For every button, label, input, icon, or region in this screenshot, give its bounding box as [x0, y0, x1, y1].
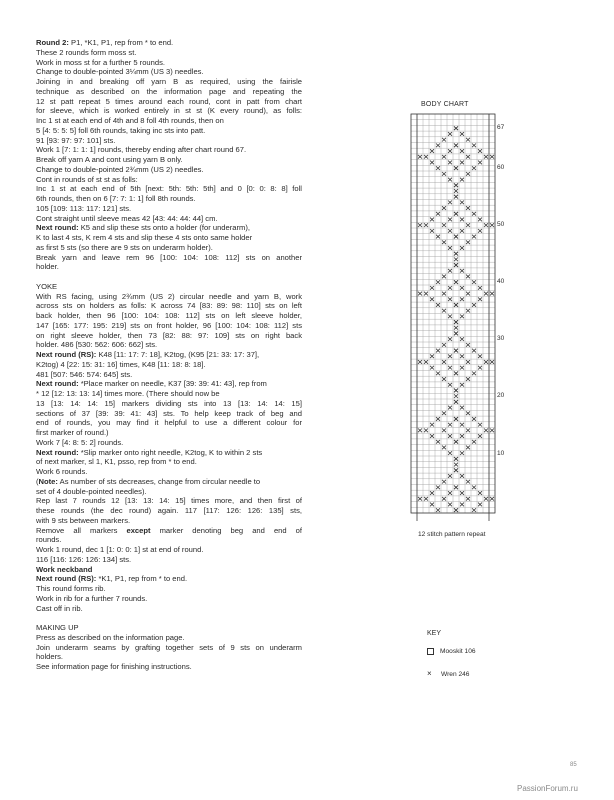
text-line: for sleeve, which is worked entirely in st st (K every round), as folls:: [36, 106, 302, 116]
cross-stitch: [454, 394, 458, 398]
text-line: (Note: As number of sts decreases, change from circular needle to: [36, 476, 261, 486]
cross-stitch: [490, 223, 494, 227]
cross-stitch: [454, 320, 458, 324]
watermark: PassionForum.ru: [517, 784, 578, 793]
text-line: Next round (RS): K48 [11: 17: 7: 18], K2tog, (K95 [21: 33: 17: 37],: [36, 350, 260, 359]
cross-stitch: [460, 229, 464, 233]
cross-stitch: [442, 292, 446, 296]
cross-stitch: [460, 491, 464, 495]
cross-stitch: [430, 297, 434, 301]
cross-stitch: [436, 235, 440, 239]
text-line: Next round: K5 and slip these sts onto a holder (for underarm),: [36, 223, 250, 233]
cross-stitch: [442, 155, 446, 159]
cross-stitch: [448, 297, 452, 301]
cross-stitch: [472, 417, 476, 421]
cross-stitch: [484, 360, 488, 364]
cross-stitch: [448, 178, 452, 182]
cross-stitch: [454, 183, 458, 187]
cross-stitch: [454, 126, 458, 130]
cross-stitch: [460, 246, 464, 250]
cross-stitch: [460, 423, 464, 427]
text-line: technique as described on the information page and repeating the: [36, 86, 302, 96]
cross-stitch: [418, 292, 422, 296]
cross-stitch: [430, 161, 434, 165]
cross-stitch: [478, 354, 482, 358]
cross-stitch: [436, 508, 440, 512]
row-label-60: 60: [497, 164, 505, 171]
cross-stitch: [484, 429, 488, 433]
key-item-mooskit: [427, 648, 476, 655]
cross-stitch: [466, 275, 470, 279]
cross-stitch: [448, 354, 452, 358]
cross-stitch: [448, 132, 452, 136]
text-line: See information page for finishing instructions.: [36, 662, 192, 671]
cross-stitch: [418, 497, 422, 501]
text-line: with 9 sts between markers.: [36, 515, 131, 525]
cross-stitch: [448, 229, 452, 233]
cross-stitch: [454, 349, 458, 353]
row-label-30: 30: [497, 335, 505, 342]
cross-stitch: [466, 429, 470, 433]
cross-stitch: [460, 383, 464, 387]
cross-stitch: [478, 434, 482, 438]
cross-stitch: [454, 417, 458, 421]
cross-stitch: [466, 497, 470, 501]
cross-stitch: [430, 149, 434, 153]
cross-stitch: [448, 503, 452, 507]
cross-stitch: [448, 451, 452, 455]
cross-stitch: [430, 218, 434, 222]
cross-stitch: [466, 292, 470, 296]
key-label-mooskit: Mooskit 106: [440, 648, 476, 655]
cross-stitch: [436, 166, 440, 170]
cross-stitch: [454, 389, 458, 393]
text-line: sections of 37 [39: 39: 41: 43] sts. To help keep track of beg and: [36, 408, 302, 418]
cross-stitch: [454, 212, 458, 216]
cross-stitch: [466, 172, 470, 176]
cross-stitch: [478, 218, 482, 222]
cross-stitch: [490, 429, 494, 433]
cross-stitch: [484, 497, 488, 501]
cross-stitch: [430, 423, 434, 427]
cross-stitch: [448, 474, 452, 478]
text-line: Change to double-pointed 3¼mm (US 3) needles.: [36, 67, 204, 77]
cross-stitch: [472, 212, 476, 216]
cross-stitch: [448, 218, 452, 222]
cross-stitch: [460, 132, 464, 136]
cross-stitch: [442, 480, 446, 484]
cross-stitch: [424, 155, 428, 159]
text-line: MAKING UP: [36, 623, 79, 632]
text-line: Inc 1 st at each end of 5th [next: 5th: 5th: 5th] and 0 [0: 0: 8: 8] foll: [36, 184, 302, 194]
cross-stitch: [484, 292, 488, 296]
cross-stitch: [448, 315, 452, 319]
cross-stitch: [430, 491, 434, 495]
cross-stitch: [478, 229, 482, 233]
text-line: K2tog) 4 [22: 15: 31: 16] times, K48 [11: 18: 8: 18].: [36, 359, 206, 369]
cross-stitch: [454, 280, 458, 284]
cross-stitch: [424, 223, 428, 227]
cross-icon: ×: [427, 669, 432, 678]
cross-stitch: [448, 246, 452, 250]
cross-stitch: [448, 286, 452, 290]
cross-stitch: [454, 457, 458, 461]
cross-stitch: [460, 178, 464, 182]
text-line: holder. 486 [530: 562: 606: 662] sts.: [36, 340, 158, 350]
text-line: Work 6 rounds.: [36, 467, 88, 476]
text-line: With RS facing, using 2¾mm (US 2) circular needle and yarn B, work: [36, 291, 302, 301]
cross-stitch: [454, 263, 458, 267]
cross-stitch: [430, 286, 434, 290]
cross-stitch: [424, 497, 428, 501]
text-line: 91 [93: 97: 97: 101] sts.: [36, 135, 116, 145]
text-line: 5 [4: 5: 5: 5] foll 6th rounds, taking inc sts into patt.: [36, 125, 206, 135]
cross-stitch: [424, 292, 428, 296]
cross-stitch: [466, 377, 470, 381]
text-line: Next round: *Slip marker onto right needle, K2tog, K to within 2 sts: [36, 447, 263, 457]
cross-stitch: [442, 411, 446, 415]
cross-stitch: [442, 497, 446, 501]
text-line: Remove all markers except marker denoting beg and end of: [36, 525, 302, 535]
cross-stitch: [460, 474, 464, 478]
cross-stitch: [454, 258, 458, 262]
cross-stitch: [448, 491, 452, 495]
cross-stitch: [478, 161, 482, 165]
cross-stitch: [442, 343, 446, 347]
text-line: * 12 [12: 13: 13: 14] times more. (There should now be: [36, 389, 220, 398]
cross-stitch: [466, 343, 470, 347]
cross-stitch: [430, 366, 434, 370]
cross-stitch: [436, 372, 440, 376]
cross-stitch: [460, 451, 464, 455]
cross-stitch: [460, 337, 464, 341]
text-line: Joining in and breaking off yarn B as required, using the fairisle: [36, 77, 302, 86]
text-line: set of 4 double-pointed needles).: [36, 486, 147, 496]
cross-stitch: [448, 406, 452, 410]
text-line: K to last 4 sts, K rem 4 sts and slip these 4 sts onto same holder: [36, 233, 253, 242]
cross-stitch: [490, 292, 494, 296]
cross-stitch: [460, 218, 464, 222]
text-line: back holder, then 96 [100: 104: 108: 112] sts on left sleeve holder,: [36, 311, 302, 320]
cross-stitch: [460, 354, 464, 358]
text-line: Inc 1 st at each end of 4th and 8 foll 4th rounds, then on: [36, 116, 224, 125]
cross-stitch: [448, 423, 452, 427]
cross-stitch: [460, 161, 464, 165]
cross-stitch: [466, 138, 470, 142]
pattern-repeat-label: 12 stitch pattern repeat: [418, 531, 486, 538]
text-line: rounds.: [36, 535, 62, 545]
cross-stitch: [484, 223, 488, 227]
text-line: Rep last 7 rounds 12 [13: 13: 14: 15] times more, and then first of: [36, 496, 302, 506]
cross-stitch: [478, 423, 482, 427]
cross-stitch: [460, 149, 464, 153]
cross-stitch: [466, 206, 470, 210]
cross-stitch: [448, 337, 452, 341]
key-title: KEY: [427, 630, 442, 637]
cross-stitch: [418, 360, 422, 364]
text-line: These 2 rounds form moss st.: [36, 47, 137, 57]
cross-stitch: [454, 468, 458, 472]
cross-stitch: [472, 508, 476, 512]
paragraph-gap: [36, 613, 302, 623]
cross-stitch: [454, 508, 458, 512]
cross-stitch: [454, 440, 458, 444]
cross-stitch: [430, 229, 434, 233]
row-label-67: 67: [497, 124, 505, 131]
square-icon: [427, 648, 434, 655]
cross-stitch: [442, 309, 446, 313]
cross-stitch: [460, 286, 464, 290]
text-line: Cont in rounds of st st as folls:: [36, 174, 138, 184]
cross-stitch: [448, 366, 452, 370]
key-item-wren: [427, 670, 469, 678]
cross-stitch: [442, 377, 446, 381]
cross-stitch: [442, 223, 446, 227]
text-line: Next round: *Place marker on needle, K37 [39: 39: 41: 43], rep from: [36, 379, 267, 389]
cross-stitch: [454, 332, 458, 336]
cross-stitch: [478, 286, 482, 290]
text-line: Work in rib for a further 7 rounds.: [36, 593, 148, 603]
cross-stitch: [460, 434, 464, 438]
text-line: across sts on holders as folls: K across 74 [83: 89: 98: 110] sts on left: [36, 301, 302, 311]
paragraph-gap: [36, 272, 302, 282]
cross-stitch: [460, 201, 464, 205]
cross-stitch: [442, 446, 446, 450]
cross-stitch: [466, 360, 470, 364]
text-line: on right sleeve holder, then 73 [82: 88: 97: 109] sts on right back: [36, 330, 302, 340]
cross-stitch: [472, 372, 476, 376]
cross-stitch: [448, 383, 452, 387]
text-line: first marker of round.): [36, 428, 109, 437]
text-line: 105 [109: 113: 117: 121] sts.: [36, 203, 132, 213]
cross-stitch: [454, 372, 458, 376]
cross-stitch: [490, 360, 494, 364]
cross-stitch: [442, 138, 446, 142]
cross-stitch: [454, 166, 458, 170]
cross-stitch: [454, 235, 458, 239]
text-line: 12 st patt repeat 5 times around each round, cont in patt from chart: [36, 96, 302, 106]
cross-stitch: [418, 223, 422, 227]
text-line: as first 5 sts (so there are 9 sts on underarm holder).: [36, 242, 213, 252]
text-line: holders.: [36, 652, 64, 662]
chart-title: BODY CHART: [421, 101, 469, 108]
cross-stitch: [424, 360, 428, 364]
cross-stitch: [454, 326, 458, 330]
text-line: 147 [165: 177: 195: 219] sts on front holder, 96 [100: 104: 108: 112] sts: [36, 320, 302, 330]
cross-stitch: [436, 440, 440, 444]
text-line: Next round (RS): *K1, P1, rep from * to end.: [36, 574, 188, 584]
cross-stitch: [466, 446, 470, 450]
cross-stitch: [466, 223, 470, 227]
text-line: Work 1 [7: 1: 1: 1] rounds, thereby ending after chart round 67.: [36, 145, 247, 155]
text-line: holder.: [36, 262, 59, 272]
cross-stitch: [466, 240, 470, 244]
cross-stitch: [472, 349, 476, 353]
cross-stitch: [472, 144, 476, 148]
cross-stitch: [472, 235, 476, 239]
cross-stitch: [454, 303, 458, 307]
text-line: 6th rounds, then on 6 [7: 7: 1: 1] foll 8th rounds.: [36, 194, 196, 203]
cross-stitch: [442, 360, 446, 364]
row-label-20: 20: [497, 392, 505, 399]
cross-stitch: [484, 155, 488, 159]
cross-stitch: [466, 155, 470, 159]
cross-stitch: [454, 252, 458, 256]
row-label-50: 50: [497, 221, 505, 228]
cross-stitch: [490, 497, 494, 501]
text-line: Press as described on the information page.: [36, 632, 185, 642]
text-line: Round 2: P1, *K1, P1, rep from * to end.: [36, 38, 174, 47]
text-line: these rounds (the dec round) again. 117 [117: 126: 126: 135] sts,: [36, 506, 302, 515]
cross-stitch: [418, 429, 422, 433]
text-line: Work 7 [4: 8: 5: 2] rounds.: [36, 437, 124, 447]
cross-stitch: [448, 201, 452, 205]
text-line: Work 1 round, dec 1 [1: 0: 0: 1] st at end of round.: [36, 545, 204, 554]
text-line: Work in moss st for a further 5 rounds.: [36, 57, 166, 67]
text-line: Work neckband: [36, 564, 93, 574]
cross-stitch: [442, 275, 446, 279]
cross-stitch: [448, 269, 452, 273]
text-line: This round forms rib.: [36, 584, 106, 593]
cross-stitch: [460, 406, 464, 410]
cross-stitch: [418, 155, 422, 159]
text-line: Cast off in rib.: [36, 603, 83, 613]
cross-stitch: [460, 297, 464, 301]
cross-stitch: [436, 144, 440, 148]
cross-stitch: [448, 149, 452, 153]
text-line: Change to double-pointed 2¾mm (US 2) needles.: [36, 164, 204, 174]
cross-stitch: [442, 429, 446, 433]
cross-stitch: [430, 354, 434, 358]
cross-stitch: [454, 486, 458, 490]
row-label-10: 10: [497, 450, 505, 457]
cross-stitch: [472, 486, 476, 490]
cross-stitch: [436, 349, 440, 353]
cross-stitch: [436, 212, 440, 216]
page-number: 85: [570, 762, 577, 768]
cross-stitch: [460, 315, 464, 319]
cross-stitch: [472, 166, 476, 170]
cross-stitch: [478, 366, 482, 370]
cross-stitch: [466, 309, 470, 313]
body-chart-grid: [410, 112, 496, 532]
text-line: Break yarn and leave rem 96 [100: 104: 108: 112] sts on another: [36, 252, 302, 262]
cross-stitch: [442, 172, 446, 176]
cross-stitch: [460, 269, 464, 273]
cross-stitch: [436, 417, 440, 421]
cross-stitch: [466, 480, 470, 484]
cross-stitch: [436, 486, 440, 490]
cross-stitch: [424, 429, 428, 433]
cross-stitch: [490, 155, 494, 159]
cross-stitch: [478, 491, 482, 495]
cross-stitch: [454, 144, 458, 148]
cross-stitch: [448, 434, 452, 438]
text-line: 13 [13: 14: 14: 15] markers dividing sts into 13 [13: 14: 14: 15]: [36, 398, 302, 408]
cross-stitch: [478, 297, 482, 301]
row-label-40: 40: [497, 278, 505, 285]
instructions-column: [36, 38, 302, 672]
text-line: Join underarm seams by grafting together sets of 9 sts on underarm: [36, 642, 302, 652]
cross-stitch: [448, 161, 452, 165]
cross-stitch: [478, 503, 482, 507]
cross-stitch: [454, 400, 458, 404]
text-line: Cont straight until sleeve meas 42 [43: 44: 44: 44] cm.: [36, 213, 218, 223]
cross-stitch: [472, 280, 476, 284]
text-line: end of rounds, you may find it helpful to use a different colour for: [36, 418, 302, 428]
text-line: YOKE: [36, 281, 58, 291]
cross-stitch: [430, 434, 434, 438]
cross-stitch: [460, 366, 464, 370]
cross-stitch: [460, 503, 464, 507]
key-label-wren: Wren 246: [441, 670, 470, 678]
text-line: Break off yarn A and cont using yarn B only.: [36, 155, 183, 164]
text-line: 481 [507: 546: 574: 645] sts.: [36, 369, 133, 379]
cross-stitch: [436, 280, 440, 284]
cross-stitch: [442, 206, 446, 210]
cross-stitch: [472, 303, 476, 307]
cross-stitch: [472, 440, 476, 444]
cross-stitch: [442, 240, 446, 244]
cross-stitch: [454, 463, 458, 467]
cross-stitch: [454, 189, 458, 193]
text-line: 116 [116: 126: 126: 134] sts.: [36, 554, 132, 564]
cross-stitch: [478, 149, 482, 153]
cross-stitch: [436, 303, 440, 307]
cross-stitch: [466, 411, 470, 415]
text-line: of next marker, sl 1, K1, psso, rep from * to end.: [36, 457, 197, 467]
cross-stitch: [430, 503, 434, 507]
cross-stitch: [454, 195, 458, 199]
